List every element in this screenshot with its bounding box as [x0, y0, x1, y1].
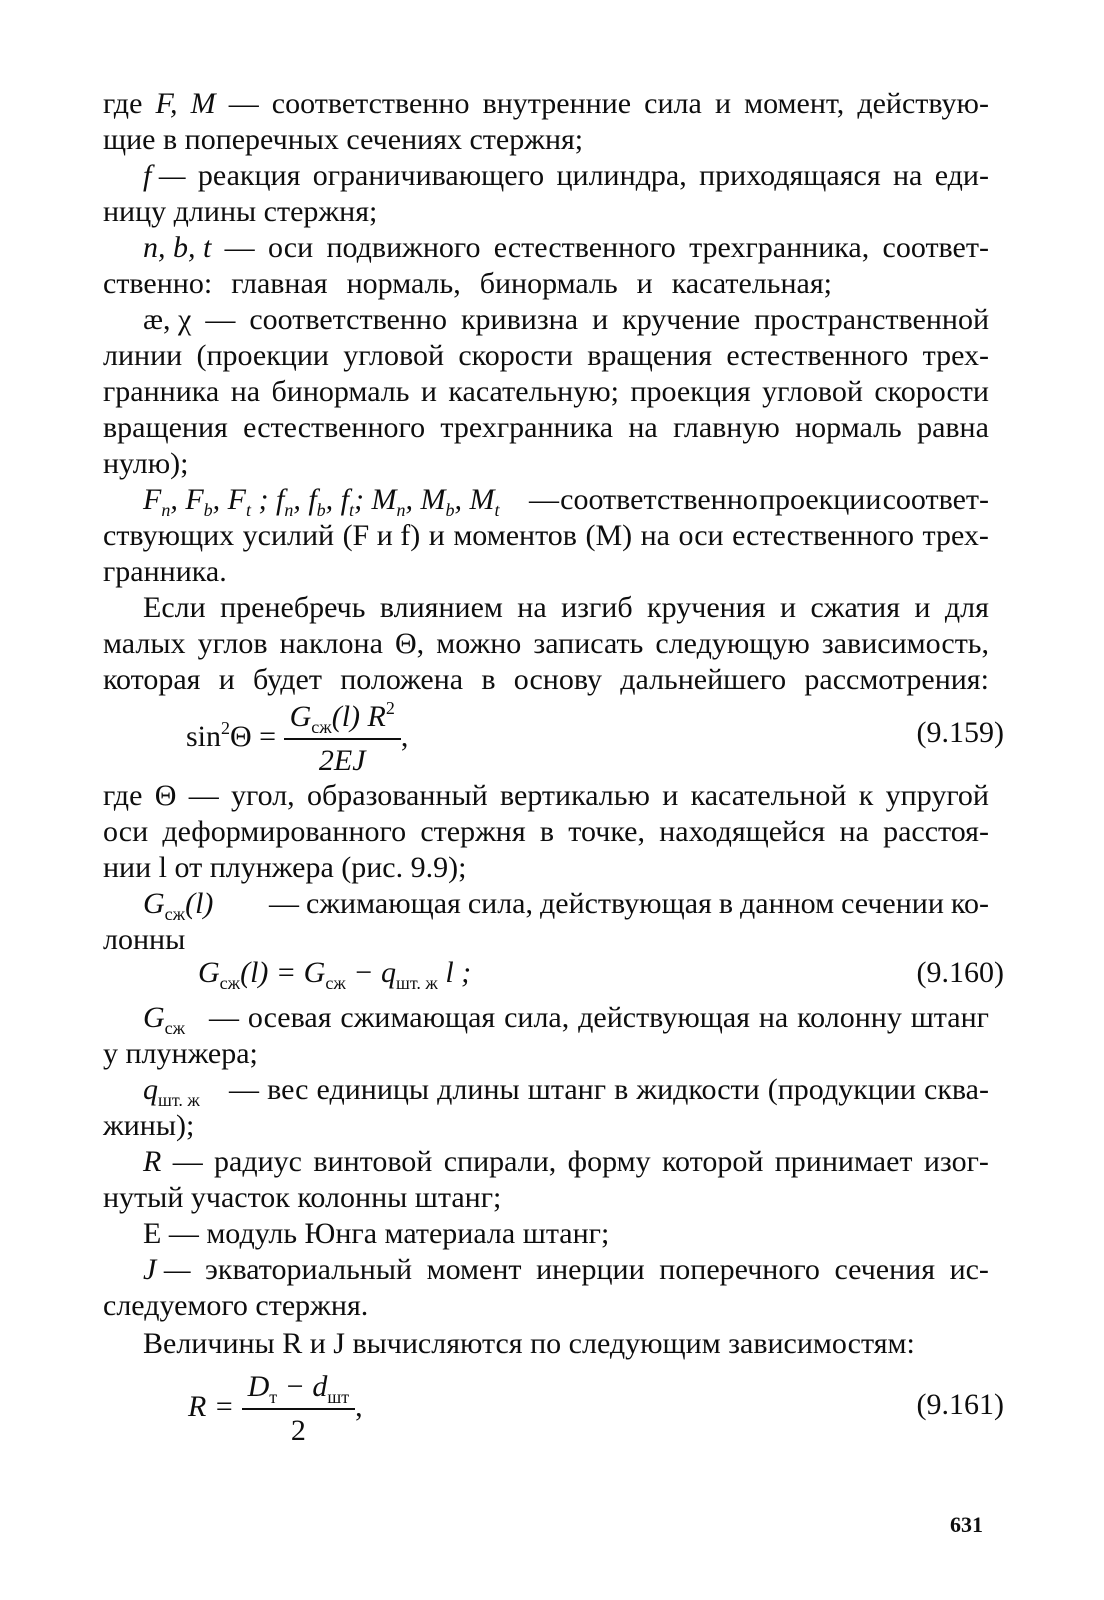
word: углов [197, 627, 268, 660]
word: J — [143, 1253, 191, 1286]
word: угол, [231, 779, 295, 812]
word: длины [437, 1073, 520, 1106]
word: и [914, 591, 931, 624]
text-line [103, 338, 989, 374]
word: (продукции [767, 1073, 916, 1106]
word: соответственно [560, 483, 758, 516]
text-line: жины); [103, 1109, 195, 1142]
word: сила, [467, 887, 533, 920]
word: естественного [493, 231, 676, 264]
word: следующую [655, 627, 810, 660]
word: и [779, 591, 797, 624]
text-line [103, 662, 989, 698]
word: f — [143, 159, 186, 192]
text-line [143, 302, 989, 338]
text-line: нии l от плунжера (рис. 9.9); [103, 851, 467, 884]
word: действующая [578, 1001, 750, 1034]
word: ко- [950, 887, 989, 920]
word: и [218, 663, 235, 696]
word: вес [267, 1073, 309, 1106]
word: касательную; [448, 375, 619, 408]
word: трехгранника, [689, 231, 870, 264]
word: соответственно [271, 87, 470, 120]
word: форму [567, 1145, 651, 1178]
word: инерции [536, 1253, 645, 1286]
word: (проекции [196, 339, 329, 372]
word: кривизна [460, 303, 579, 336]
fraction: $\frac{D_т - d_{шт}}{2}$ [242, 1368, 356, 1450]
word: главная [231, 267, 328, 300]
word: в [539, 815, 555, 848]
word: на [628, 411, 658, 444]
word: на [839, 815, 869, 848]
word: ствующих [103, 519, 235, 552]
word: — [269, 887, 299, 920]
word: экваториальный [205, 1253, 413, 1286]
word: — [209, 1001, 239, 1034]
word: еди- [934, 159, 989, 192]
word: гранника [103, 375, 220, 408]
text-line [103, 86, 989, 122]
word: рассмотрения: [804, 663, 989, 696]
word: бинормаль [271, 375, 410, 408]
word: ограничивающего [312, 159, 545, 192]
equation-number: (9.160) [916, 956, 1004, 989]
word: F, [155, 87, 178, 120]
text-line: у плунжера; [103, 1037, 258, 1070]
word: оси [103, 815, 149, 848]
word: внутренние [482, 87, 632, 120]
word: наклона [279, 627, 383, 660]
word: Θ, [395, 627, 425, 660]
word: можно [436, 627, 522, 660]
word: угловой [343, 339, 445, 372]
word: винтовой [313, 1145, 433, 1178]
word: — [172, 1145, 203, 1178]
word: скорости [458, 339, 573, 372]
word: соответственно [249, 303, 447, 336]
word: пространственной [754, 303, 989, 336]
word: сжимающая [306, 887, 461, 920]
symbol: $q_{шт. ж}$ [143, 1073, 200, 1110]
word: сечении [841, 887, 944, 920]
word: момент, [744, 87, 845, 120]
word: расстоя- [883, 815, 989, 848]
text-line [103, 778, 989, 814]
word: и [592, 303, 609, 336]
word: (F и f) [342, 519, 421, 552]
word: æ, χ [143, 303, 192, 336]
word: Если [143, 591, 206, 624]
word: осевая [247, 1001, 332, 1034]
word: оси [678, 519, 724, 552]
word: пренебречь [220, 591, 366, 624]
word: изог- [923, 1145, 989, 1178]
word: угловой [762, 375, 863, 408]
word: проекции [758, 483, 882, 516]
word: соответ- [882, 483, 989, 516]
word: малых [103, 627, 186, 660]
word: (M) [585, 519, 633, 552]
text-line [143, 230, 989, 266]
word: радиус [214, 1145, 302, 1178]
word: данном [739, 887, 835, 920]
text-line [103, 374, 989, 410]
word: кручения [647, 591, 766, 624]
word: штанг [910, 1001, 989, 1034]
word: на [230, 375, 261, 408]
equation-9-161: R = $\frac{D_т - d_{шт}}{2}$ , [188, 1368, 363, 1450]
word: сила [644, 87, 702, 120]
word: зависимость, [821, 627, 989, 660]
word: основу [513, 663, 602, 696]
word: стержня [420, 815, 526, 848]
symbol: $G_{сж}(l)$ [143, 887, 214, 924]
word: точке, [568, 815, 645, 848]
page-number: 631 [950, 1512, 983, 1537]
word: вращения [103, 411, 228, 444]
word: упругой [885, 779, 989, 812]
word: ственно: [103, 267, 213, 300]
text-line [143, 1072, 989, 1108]
symbol: $G_{сж}$ [143, 1001, 186, 1038]
word: — [224, 231, 255, 264]
equation-number: (9.159) [916, 716, 1004, 749]
word: жидкости [636, 1073, 760, 1106]
text-line: ницу длины стержня; [103, 195, 378, 228]
text-line [103, 814, 989, 850]
word: записать [533, 627, 644, 660]
word: положена [340, 663, 464, 696]
word: трехгранника [440, 411, 614, 444]
text-run [229, 1072, 989, 1108]
word: оси [268, 231, 314, 264]
word: поперечного [659, 1253, 820, 1286]
text-line [143, 1144, 989, 1180]
word: образованный [307, 779, 488, 812]
text-line [143, 482, 989, 518]
word: линии [103, 339, 183, 372]
word: и [662, 779, 679, 812]
word: и [428, 519, 445, 552]
word: реакция [197, 159, 301, 192]
text-line: нулю); [103, 447, 189, 480]
word: равна [917, 411, 989, 444]
word: естественного [243, 411, 426, 444]
word: к [858, 779, 874, 812]
word: бинормаль [479, 267, 618, 300]
word: R [143, 1145, 162, 1178]
word: где [103, 779, 143, 812]
word: ис- [949, 1253, 989, 1286]
text-line [103, 626, 989, 662]
word: трех- [922, 339, 989, 372]
word: — [188, 779, 219, 812]
text-line: нутый участок колонны штанг; [103, 1181, 502, 1214]
word: сила, [504, 1001, 570, 1034]
word: изгиб [561, 591, 633, 624]
word: вертикалью [500, 779, 650, 812]
word: — [529, 483, 559, 516]
word: единицы [316, 1073, 430, 1106]
word: в [614, 1073, 629, 1106]
word: цилиндра, [556, 159, 687, 192]
word: на [893, 159, 923, 192]
word: соответ- [882, 231, 989, 264]
word: в [718, 887, 733, 920]
word: n, b, t [143, 231, 212, 264]
text-line [103, 410, 989, 446]
text-line [143, 1000, 989, 1036]
word: на [517, 591, 547, 624]
text-line: лонны [103, 923, 186, 956]
word: M [190, 87, 216, 120]
word: скорости [874, 375, 989, 408]
word: вращения [587, 339, 713, 372]
word: которая [103, 663, 201, 696]
text-line [103, 518, 989, 554]
equation-9-159: $\sin^2\Theta$ = $\frac{G_{сж}(l) R^2}{2EJ}$ , [186, 698, 408, 780]
word: сжимающая [340, 1001, 496, 1034]
word: спирали, [443, 1145, 557, 1178]
word: штанг [527, 1073, 607, 1106]
text-line: гранника. [103, 555, 227, 588]
word: естественного [726, 339, 909, 372]
text-line: E — модуль Юнга материала штанг; [143, 1217, 610, 1250]
word: влиянием [379, 591, 503, 624]
word: момент [426, 1253, 522, 1286]
projection-symbols: $F_n$, $F_b$, $F_t$ ; $f_n$, $f_b$, $f_t$; $M_n$, $M_b$, $M_t$ [143, 483, 500, 520]
text-run [529, 482, 989, 518]
word: и [636, 267, 653, 300]
word: будет [253, 663, 322, 696]
word: и [420, 375, 437, 408]
word: принимает [774, 1145, 913, 1178]
word: — [229, 1073, 259, 1106]
word: деформированного [162, 815, 407, 848]
word: сжатия [810, 591, 900, 624]
word: подвижного [326, 231, 481, 264]
word: дальнейшего [620, 663, 787, 696]
text-line [103, 266, 832, 302]
word: кручение [622, 303, 741, 336]
word: сечения [834, 1253, 936, 1286]
word: в [481, 663, 496, 696]
fraction: $\frac{G_{сж}(l) R^2}{2EJ}$ [284, 698, 401, 780]
text-line [143, 590, 989, 626]
word: проекция [630, 375, 751, 408]
text-line: следуемого стержня. [103, 1289, 369, 1322]
word: — [228, 87, 259, 120]
word: на [758, 1001, 789, 1034]
word: действующая [539, 887, 712, 920]
word: главную [673, 411, 780, 444]
text-line: щие в поперечных сечениях стержня; [103, 123, 584, 156]
word: которой [661, 1145, 764, 1178]
text-line [143, 886, 989, 922]
text-line: Величины R и J вычисляются по следующим зависимостям: [143, 1327, 915, 1360]
word: колонну [797, 1001, 902, 1034]
text-run [209, 1000, 989, 1036]
word: находящейся [659, 815, 826, 848]
word: касательной [690, 779, 847, 812]
word: моментов [453, 519, 577, 552]
word: приходящаяся [699, 159, 881, 192]
word: для [944, 591, 989, 624]
text-line [143, 158, 989, 194]
word: где [103, 87, 143, 120]
word: усилий [242, 519, 335, 552]
word: нормаль [795, 411, 902, 444]
word: трех- [922, 519, 989, 552]
word: сква- [924, 1073, 989, 1106]
word: нормаль, [346, 267, 461, 300]
word: — [205, 303, 236, 336]
equation-number: (9.161) [916, 1388, 1004, 1421]
word: Θ [154, 779, 177, 812]
text-run [269, 886, 989, 922]
word: действую- [857, 87, 989, 120]
word: и [714, 87, 731, 120]
text-line [143, 1252, 989, 1288]
equation-9-160: $G_{сж}(l) = G_{сж} - q_{шт. ж}$ l ; [198, 956, 472, 993]
word: естественного [732, 519, 915, 552]
word: касательная; [671, 267, 832, 300]
word: на [640, 519, 670, 552]
